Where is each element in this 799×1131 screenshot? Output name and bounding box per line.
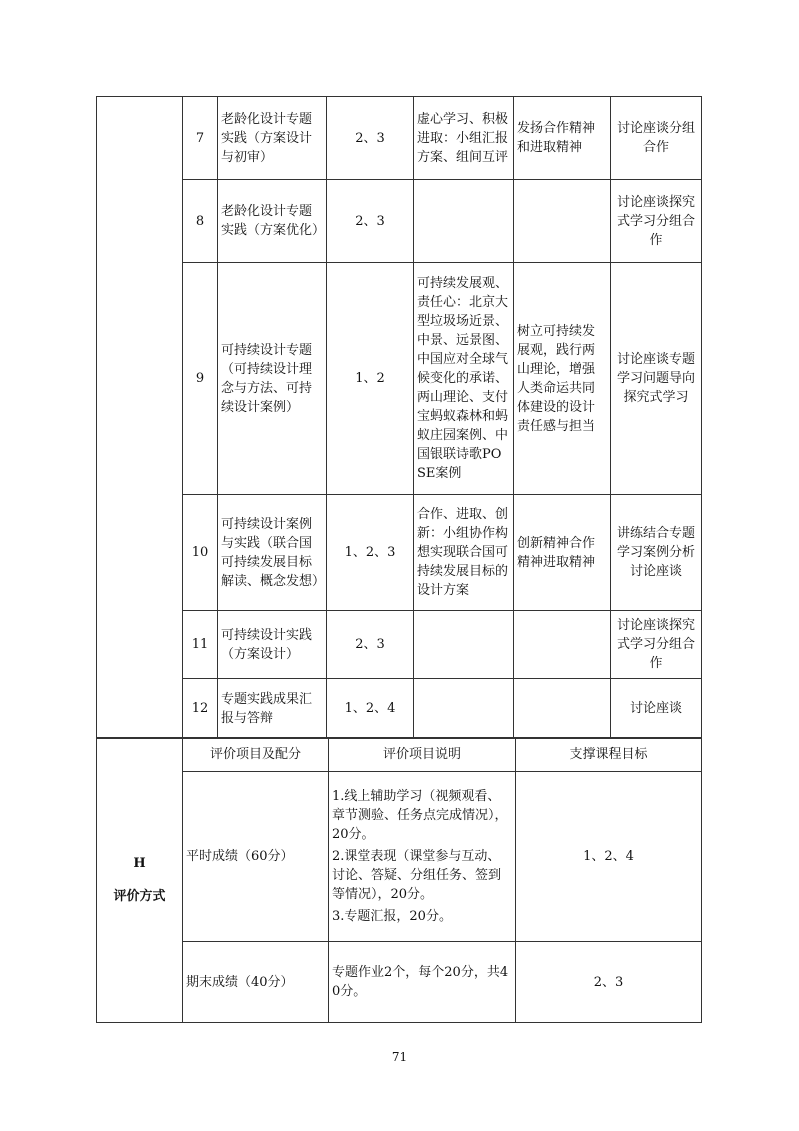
topic-cell: 可持续设计案例与实践（联合国可持续发展目标解读、概念发想） (218, 495, 327, 611)
evaluation-goal-cell: 2、3 (516, 942, 702, 1023)
schedule-table (96, 96, 702, 739)
desc-line: 1.线上辅助学习（视频观看、章节测验、任务点完成情况），20分。 (332, 789, 508, 842)
page-number: 71 (391, 1050, 408, 1064)
targets-cell: 2、3 (327, 611, 414, 679)
topic-cell: 可持续设计实践（方案设计） (218, 611, 327, 679)
evaluation-header-row (97, 738, 702, 772)
desc-line: 专题作业2个，每个20分，共40分。 (332, 965, 509, 999)
row-number: 12 (183, 679, 218, 739)
ideology-cell (414, 180, 514, 263)
table-row (97, 679, 702, 739)
table-row (97, 263, 702, 495)
method-cell: 讨论座谈分组合作 (611, 97, 702, 180)
section-code: H (133, 856, 146, 871)
row-number: 7 (183, 97, 218, 180)
evaluation-goal-cell: 1、2、4 (516, 772, 702, 942)
method-cell: 讨论座谈探究式学习分组合作 (611, 611, 702, 679)
evaluation-table (96, 737, 702, 1023)
method-cell: 讨论座谈 (611, 679, 702, 739)
topic-cell: 老龄化设计专题实践（方案设计与初审） (218, 97, 327, 180)
section-label-cell (97, 738, 183, 1023)
row-number: 10 (183, 495, 218, 611)
table-row (97, 942, 702, 1023)
evaluation-item-cell: 平时成绩（60分） (183, 772, 329, 942)
topic-cell: 老龄化设计专题实践（方案优化） (218, 180, 327, 263)
ideology-cell: 虚心学习、积极进取：小组汇报方案、组间互评 (414, 97, 514, 180)
ideology-cell (414, 611, 514, 679)
desc-line: 2.课堂表现（课堂参与互动、讨论、答疑、分组任务、签到等情况），20分。 (332, 849, 502, 902)
table-row (97, 495, 702, 611)
section-title: 评价方式 (113, 889, 166, 904)
evaluation-desc-cell (329, 942, 516, 1023)
ideology-cell (414, 679, 514, 739)
table-row (97, 772, 702, 942)
header-desc: 评价项目说明 (329, 738, 516, 772)
method-cell: 讲练结合专题学习案例分析讨论座谈 (611, 495, 702, 611)
table-row (97, 97, 702, 180)
spirit-cell: 树立可持续发展观，践行两山理论，增强人类命运共同体建设的设计责任感与担当 (514, 263, 611, 495)
targets-cell: 1、2、3 (327, 495, 414, 611)
spirit-cell: 创新精神合作精神进取精神 (514, 495, 611, 611)
evaluation-desc-cell (329, 772, 516, 942)
targets-cell: 2、3 (327, 180, 414, 263)
table-row (97, 611, 702, 679)
method-cell: 讨论座谈专题学习问题导向探究式学习 (611, 263, 702, 495)
spirit-cell (514, 180, 611, 263)
table-row (97, 180, 702, 263)
targets-cell: 1、2、4 (327, 679, 414, 739)
topic-cell: 专题实践成果汇报与答辩 (218, 679, 327, 739)
spirit-cell: 发扬合作精神和进取精神 (514, 97, 611, 180)
evaluation-item-cell: 期末成绩（40分） (183, 942, 329, 1023)
row-number: 11 (183, 611, 218, 679)
spirit-cell (514, 611, 611, 679)
header-item: 评价项目及配分 (183, 738, 329, 772)
header-goal: 支撑课程目标 (516, 738, 702, 772)
section-blank-cell (97, 97, 183, 739)
desc-line: 3.专题汇报，20分。 (332, 909, 452, 924)
ideology-cell: 合作、进取、创新：小组协作构想实现联合国可持续发展目标的设计方案 (414, 495, 514, 611)
ideology-cell: 可持续发展观、责任心：北京大型垃圾场近景、中景、远景图、中国应对全球气候变化的承诺、两山理论、支付宝蚂蚁森林和蚂蚁庄园案例、中国银联诗歌POSE案例 (414, 263, 514, 495)
topic-cell: 可持续设计专题（可持续设计理念与方法、可持续设计案例） (218, 263, 327, 495)
method-cell: 讨论座谈探究式学习分组合作 (611, 180, 702, 263)
row-number: 9 (183, 263, 218, 495)
row-number: 8 (183, 180, 218, 263)
spirit-cell (514, 679, 611, 739)
targets-cell: 2、3 (327, 97, 414, 180)
targets-cell: 1、2 (327, 263, 414, 495)
